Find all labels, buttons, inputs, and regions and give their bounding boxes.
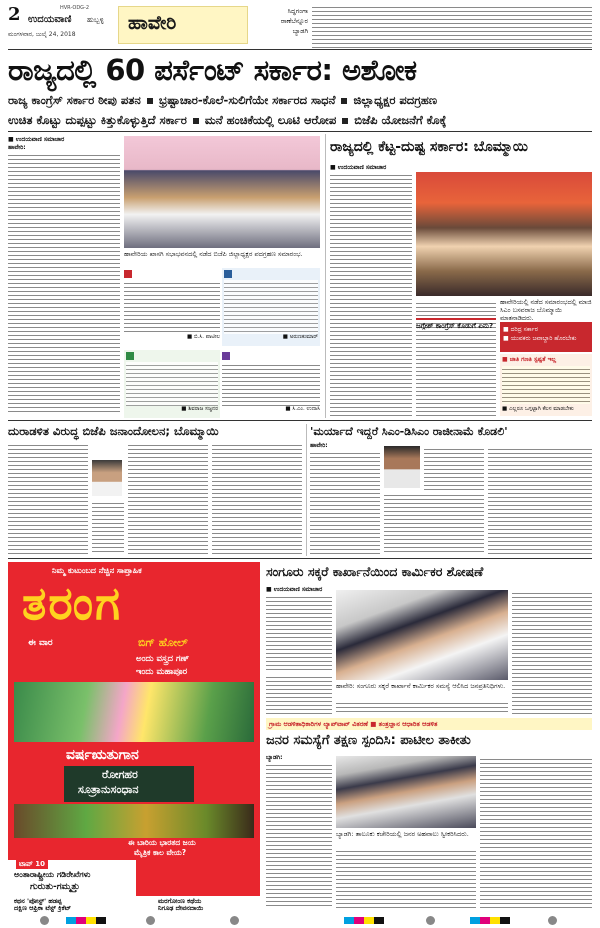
bottom-story-photo-caption: ಬ್ಯಾಡಗಿ: ತಾಲೂಕು ಕಚೇರಿಯಲ್ಲಿ ಜನರ ಅಹವಾಲು ಸ್ವೀಕರಿಸಿದರು.: [336, 830, 469, 838]
region-side-3: ಬ್ಯಾಡಗಿ: [292, 27, 308, 35]
lead-dateline-city: ಹಾವೇರಿ:: [8, 144, 26, 151]
right-sidebar-tags: [500, 322, 592, 352]
ad-india-q-1: ಈ ಬಾರಿಯ ಭಾರತದ ಜಯ: [128, 838, 196, 847]
mid-story-photo-caption: ಹಾವೇರಿ: ಸಂಗೂರು ಸಕ್ಕರೆ ಕಾರ್ಖಾನೆ ಕಾರ್ಮಿಕರ ಸಮಸ್ಯೆ ಆಲಿಸಿದ ಜನಪ್ರತಿನಿಧಿಗಳು.: [336, 682, 506, 690]
row2-right-portrait: [384, 446, 420, 488]
lead-rule: [8, 131, 592, 132]
quote-text-2: [224, 280, 318, 334]
registration-mark: [40, 916, 49, 925]
bottom-story-headline: ಜನರ ಸಮಸ್ಯೆಗೆ ತಕ್ಷಣ ಸ್ಪಂದಿಸಿ: ಪಾಟೀಲ ತಾಕೀತು: [266, 733, 471, 748]
ad-bottom-2: [158, 898, 203, 912]
ad-top10-sub: ಗುರುತು-ಗಮ್ಮತ್ತು: [30, 882, 80, 892]
ad-bottom-1b: ದಕ್ಷಿಣ ಆಫ್ರಿಕಾ ಟೆಸ್ಟ್ ಕ್ರಿಕೆಟ್: [14, 904, 72, 912]
color-bar: [470, 917, 510, 924]
bottom-story-photo: [336, 756, 476, 828]
lead-subheads-row2: [8, 113, 592, 128]
registration-mark: [426, 916, 435, 925]
color-bar: [344, 917, 384, 924]
ad-top10-title: ಅಂತಾರಾಷ್ಟ್ರೀಯ ಗಡಿರೇಖೆಗಳು: [14, 870, 91, 879]
bullet-icon: [193, 118, 199, 124]
row2-left-body-4: [212, 442, 302, 554]
page-number: 2: [8, 4, 21, 25]
date-line: ಮಂಗಳವಾರ, ಜುಲೈ 24, 2018: [8, 31, 76, 38]
mid-story-body-2: [266, 674, 332, 714]
bullet-icon: [342, 118, 348, 124]
right-story-headline: ರಾಜ್ಯದಲ್ಲಿ ಕೆಟ್ಟ-ದುಷ್ಟ ಸರ್ಕಾರ: ಬೊಮ್ಮಾಯಿ: [330, 139, 528, 155]
right-story-photo-caption: ಹಾವೇರಿಯಲ್ಲಿ ನಡೆದ ಸಮಾರಂಭದಲ್ಲಿ ಮಾಜಿ ಸಿಎಂ ಬಸವರಾಜ ಬೊಮ್ಮಾಯಿ ಮಾತನಾಡಿದರು.: [500, 298, 592, 322]
mid-story-dateline: ■ ಉದಯವಾಣಿ ಸಮಾಚಾರ: [266, 586, 323, 593]
row2-left-headline: ದುರಾಡಳಿತ ವಿರುದ್ಧ ಬಿಜೆಪಿ ಜನಾಂದೋಲನ; ಬೊಮ್ಮಾಯಿ: [8, 424, 219, 438]
ad-bottom-2a: ಮರಗೋಂಣ ಕಥೆಯ: [158, 897, 202, 905]
quote-box-4: [222, 350, 320, 418]
registration-mark: [146, 916, 155, 925]
registration-mark: [230, 916, 239, 925]
ad-this-week: ಈ ವಾರ: [28, 638, 53, 648]
print-marks: [0, 914, 600, 928]
bottom-story-body-2: [336, 848, 476, 908]
top-right-column-text: [312, 4, 592, 48]
lead-sub-1: ರಾಜ್ಯ ಕಾಂಗ್ರೆಸ್ ಸರ್ಕಾರ ಠೀಪು ಪತನ: [8, 93, 141, 107]
region-side-2: ರಾಣೆಬೆನ್ನೂರ: [280, 17, 308, 25]
quote-by-3: ■ ಶಿವರಾಜ ಸಜ್ಜನರ: [181, 406, 218, 412]
bullet-icon: [147, 98, 153, 104]
row2-right-body-1: [310, 450, 380, 554]
color-bar: [66, 917, 106, 924]
ad-teaser-1: ಅಂದು ವಸ್ತ್ರದ ಗಣ್: [136, 654, 190, 664]
bottom-story-body-3: [480, 756, 592, 908]
lead-photo: [124, 136, 320, 248]
region-side-list: [250, 6, 308, 36]
mid-story-photo: [336, 590, 508, 680]
ad-india-q-2: ಮೈತ್ರಿಕ ಕಾಲ ವೇಯ?: [134, 848, 187, 857]
lead-sub-3: ಜಿಲ್ಲಾಧ್ಯಕ್ಷರ ಪದಗ್ರಹಣ: [353, 93, 438, 107]
row2-right-body-3: [424, 446, 484, 490]
mid-story-body-1: [266, 594, 332, 670]
side-quote-2: ■ ಎಲ್ಲರೂ ಒಗ್ಗಟ್ಟಾಗಿ ಕೆಲಸ ಮಾಡಬೇಕು: [502, 406, 574, 412]
quote-text-1: [124, 280, 220, 334]
row2-right-body-4: [488, 446, 592, 554]
section-rule: [8, 558, 592, 559]
quote-box-2: [222, 268, 320, 346]
section-rule: [8, 420, 592, 421]
row2-right-headline: 'ಮರ್ಯಾದೆ ಇದ್ದರೆ ಸಿಎಂ-ಡಿಸಿಎಂ ರಾಜೀನಾಮೆ ಕೊಡಲಿ': [310, 425, 508, 438]
masthead: [8, 4, 592, 48]
quote-icon: [124, 270, 132, 278]
right-sidebar-quote: [500, 354, 592, 416]
quote-icon: [222, 352, 230, 360]
ad-monsoon-sub-2: ಸೂತ್ರಾನುಸಂಧಾನ: [78, 783, 139, 796]
ad-brand: ತರಂಗ: [22, 576, 122, 630]
row2-portrait: [92, 460, 122, 496]
side-quote-body: [502, 366, 590, 404]
paper-tag: ಹುಬ್ಬಳ್ಳಿ: [86, 16, 104, 24]
lead-headline: ರಾಜ್ಯದಲ್ಲಿ 60 ಪರ್ಸೆಂಟ್ ಸರ್ಕಾರ: ಅಶೋಕ: [8, 53, 417, 87]
quote-icon: [224, 270, 232, 278]
side-quote-1: ■ ಜಾತಿ ಗಣತಿ ಸ್ಪಷ್ಟತೆ ಇಲ್ಲ: [502, 356, 557, 363]
ad-monsoon-title: ವರ್ಷಋತುಗಾನ: [66, 747, 139, 763]
right-box-question: [416, 318, 496, 346]
region-title: ಹಾವೇರಿ: [128, 12, 177, 34]
header-rule: [8, 49, 592, 50]
region-side-1: ಸಿದ್ಧಗಂಗಾ: [287, 7, 308, 15]
quote-text-4: [222, 362, 320, 406]
lead-sub-4: ಉಚಿತ ಕೊಟ್ಟು ದುಪ್ಪಟ್ಟು ಕಿತ್ತುಕೊಳ್ಳುತ್ತಿದೆ ಸರ್ಕಾರ: [8, 113, 187, 127]
mid-story-body-3: [512, 590, 592, 714]
bottom-story-body-1: [266, 762, 332, 908]
row2-dateline: ಹಾವೇರಿ:: [310, 442, 328, 449]
lead-photo-caption: ಹಾವೇರಿಯ ಖಾಸಗಿ ಸಭಾಭವನದಲ್ಲಿ ನಡೆದ ಬಿಜೆಪಿ ಜಿಲ್ಲಾಧ್ಯಕ್ಷರ ಪದಗ್ರಹಣ ಸಮಾರಂಭ.: [124, 250, 303, 258]
ad-monsoon-sub-1: ರೋಗಹರ: [102, 768, 138, 781]
row2-left-body-2: [92, 500, 124, 554]
right-story-photo: [416, 172, 592, 296]
bottom-story-dateline: ಬ್ಯಾಡಗಿ:: [266, 754, 283, 761]
lead-sub-6: ಬಿಜೆಪಿ ಯೋಜನೆಗೆ ಕೊಕ್ಕೆ: [354, 113, 447, 127]
column-divider: [325, 134, 326, 418]
lead-subheads-row1: [8, 93, 592, 108]
quote-by-2: ■ ಅರುಣಕುಮಾರ್: [282, 334, 318, 340]
right-box-tag-1: ■ ದರಿದ್ರ ಸರ್ಕಾರ: [503, 326, 538, 333]
mid-story-body-4: [336, 700, 508, 714]
ad-feature: ಬಿಗ್ ಹೋಲ್: [138, 636, 188, 649]
lead-sub-2: ಭ್ರಷ್ಟಾಚಾರ-ಕೊಲೆ-ಸುಲಿಗೆಯೇ ಸರ್ಕಾರದ ಸಾಧನೆ: [158, 93, 336, 107]
right-story-dateline: ■ ಉದಯವಾಣಿ ಸಮಾಚಾರ: [330, 164, 387, 171]
row2-left-body-3: [128, 442, 208, 554]
right-box-tag-2: ■ ಯುವಕರು ಜವಾಬ್ದಾರಿ ಹೊರಬೇಕು: [503, 335, 577, 342]
row-divider: [306, 424, 307, 556]
right-story-body-1: [330, 172, 412, 416]
mid-band: ಗ್ರಾಮ ಆಡಳಿತಾಧಿಕಾರಿಗಳ ಲ್ಯಾಪ್‌ಟಾಪ್ ವಿತರಣೆ ■ ತಂತ್ರಜ್ಞಾನ ಆಧಾರಿತ ಆಡಳಿತ: [266, 718, 592, 730]
lead-body-column-1: [8, 152, 120, 414]
registration-mark: [548, 916, 557, 925]
quote-by-1: ■ ಬಿ.ಸಿ. ಪಾಟೀಲ: [186, 334, 220, 340]
quote-text-3: [126, 362, 218, 406]
row2-left-body-1: [8, 442, 88, 554]
section-code: HVR-ODG-2: [60, 5, 90, 11]
quote-box-1: [124, 268, 220, 346]
quote-box-3: [124, 350, 220, 418]
ad-top-line: ನಿಮ್ಮ ಕುಟುಂಬದ ನೆಚ್ಚಿನ ಸಾಪ್ತಾಹಿಕ: [52, 566, 142, 575]
lead-sub-5: ಮನೆ ಹಂಚಿಕೆಯಲ್ಲಿ ಲೂಟಿ ಆರೋಪ: [204, 113, 337, 127]
quote-icon: [126, 352, 134, 360]
ad-bottom-2b: ನಿಗೂಢ ದೇವನದಾಯಿ: [158, 904, 204, 912]
ad-photo-girl: [14, 682, 254, 742]
ad-bottom-1a: ಕಥನ 'ಪೋಸ್ಟ್' ಹಡಪ್ಪ: [14, 897, 62, 905]
ad-bottom-1: [14, 898, 71, 912]
row2-right-body-2: [384, 492, 484, 554]
mid-story-headline: ಸಂಗೂರು ಸಕ್ಕರೆ ಕಾರ್ಖಾನೆಯಿಂದ ಕಾರ್ಮಿಕರ ಶೋಷಣೆ: [266, 564, 484, 579]
paper-name: ಉದಯವಾಣಿ ಹುಬ್ಬಳ್ಳಿ: [28, 14, 104, 25]
right-box-body: [416, 348, 496, 416]
bullet-icon: [341, 98, 347, 104]
lead-dateline: ■ ಉದಯವಾಣಿ ಸಮಾಚಾರ: [8, 136, 65, 143]
right-box-question-text: ಜಗ್ಗೇಶ್ ಕಾಂಗ್ರೆಸ್ ಕೊಡುಗೆ ಏನು?: [416, 322, 494, 330]
ad-top10-tag: ಟಾಪ್ 10: [16, 860, 48, 869]
taranga-ad[interactable]: [8, 562, 260, 912]
ad-teaser-2: ಇಂದು ಮಹಾಪೂರ: [136, 667, 188, 677]
quote-by-4: ■ ಸಿ.ಎಂ. ಉದಾಸಿ: [285, 406, 320, 412]
ad-fruit-photo: [14, 804, 254, 838]
